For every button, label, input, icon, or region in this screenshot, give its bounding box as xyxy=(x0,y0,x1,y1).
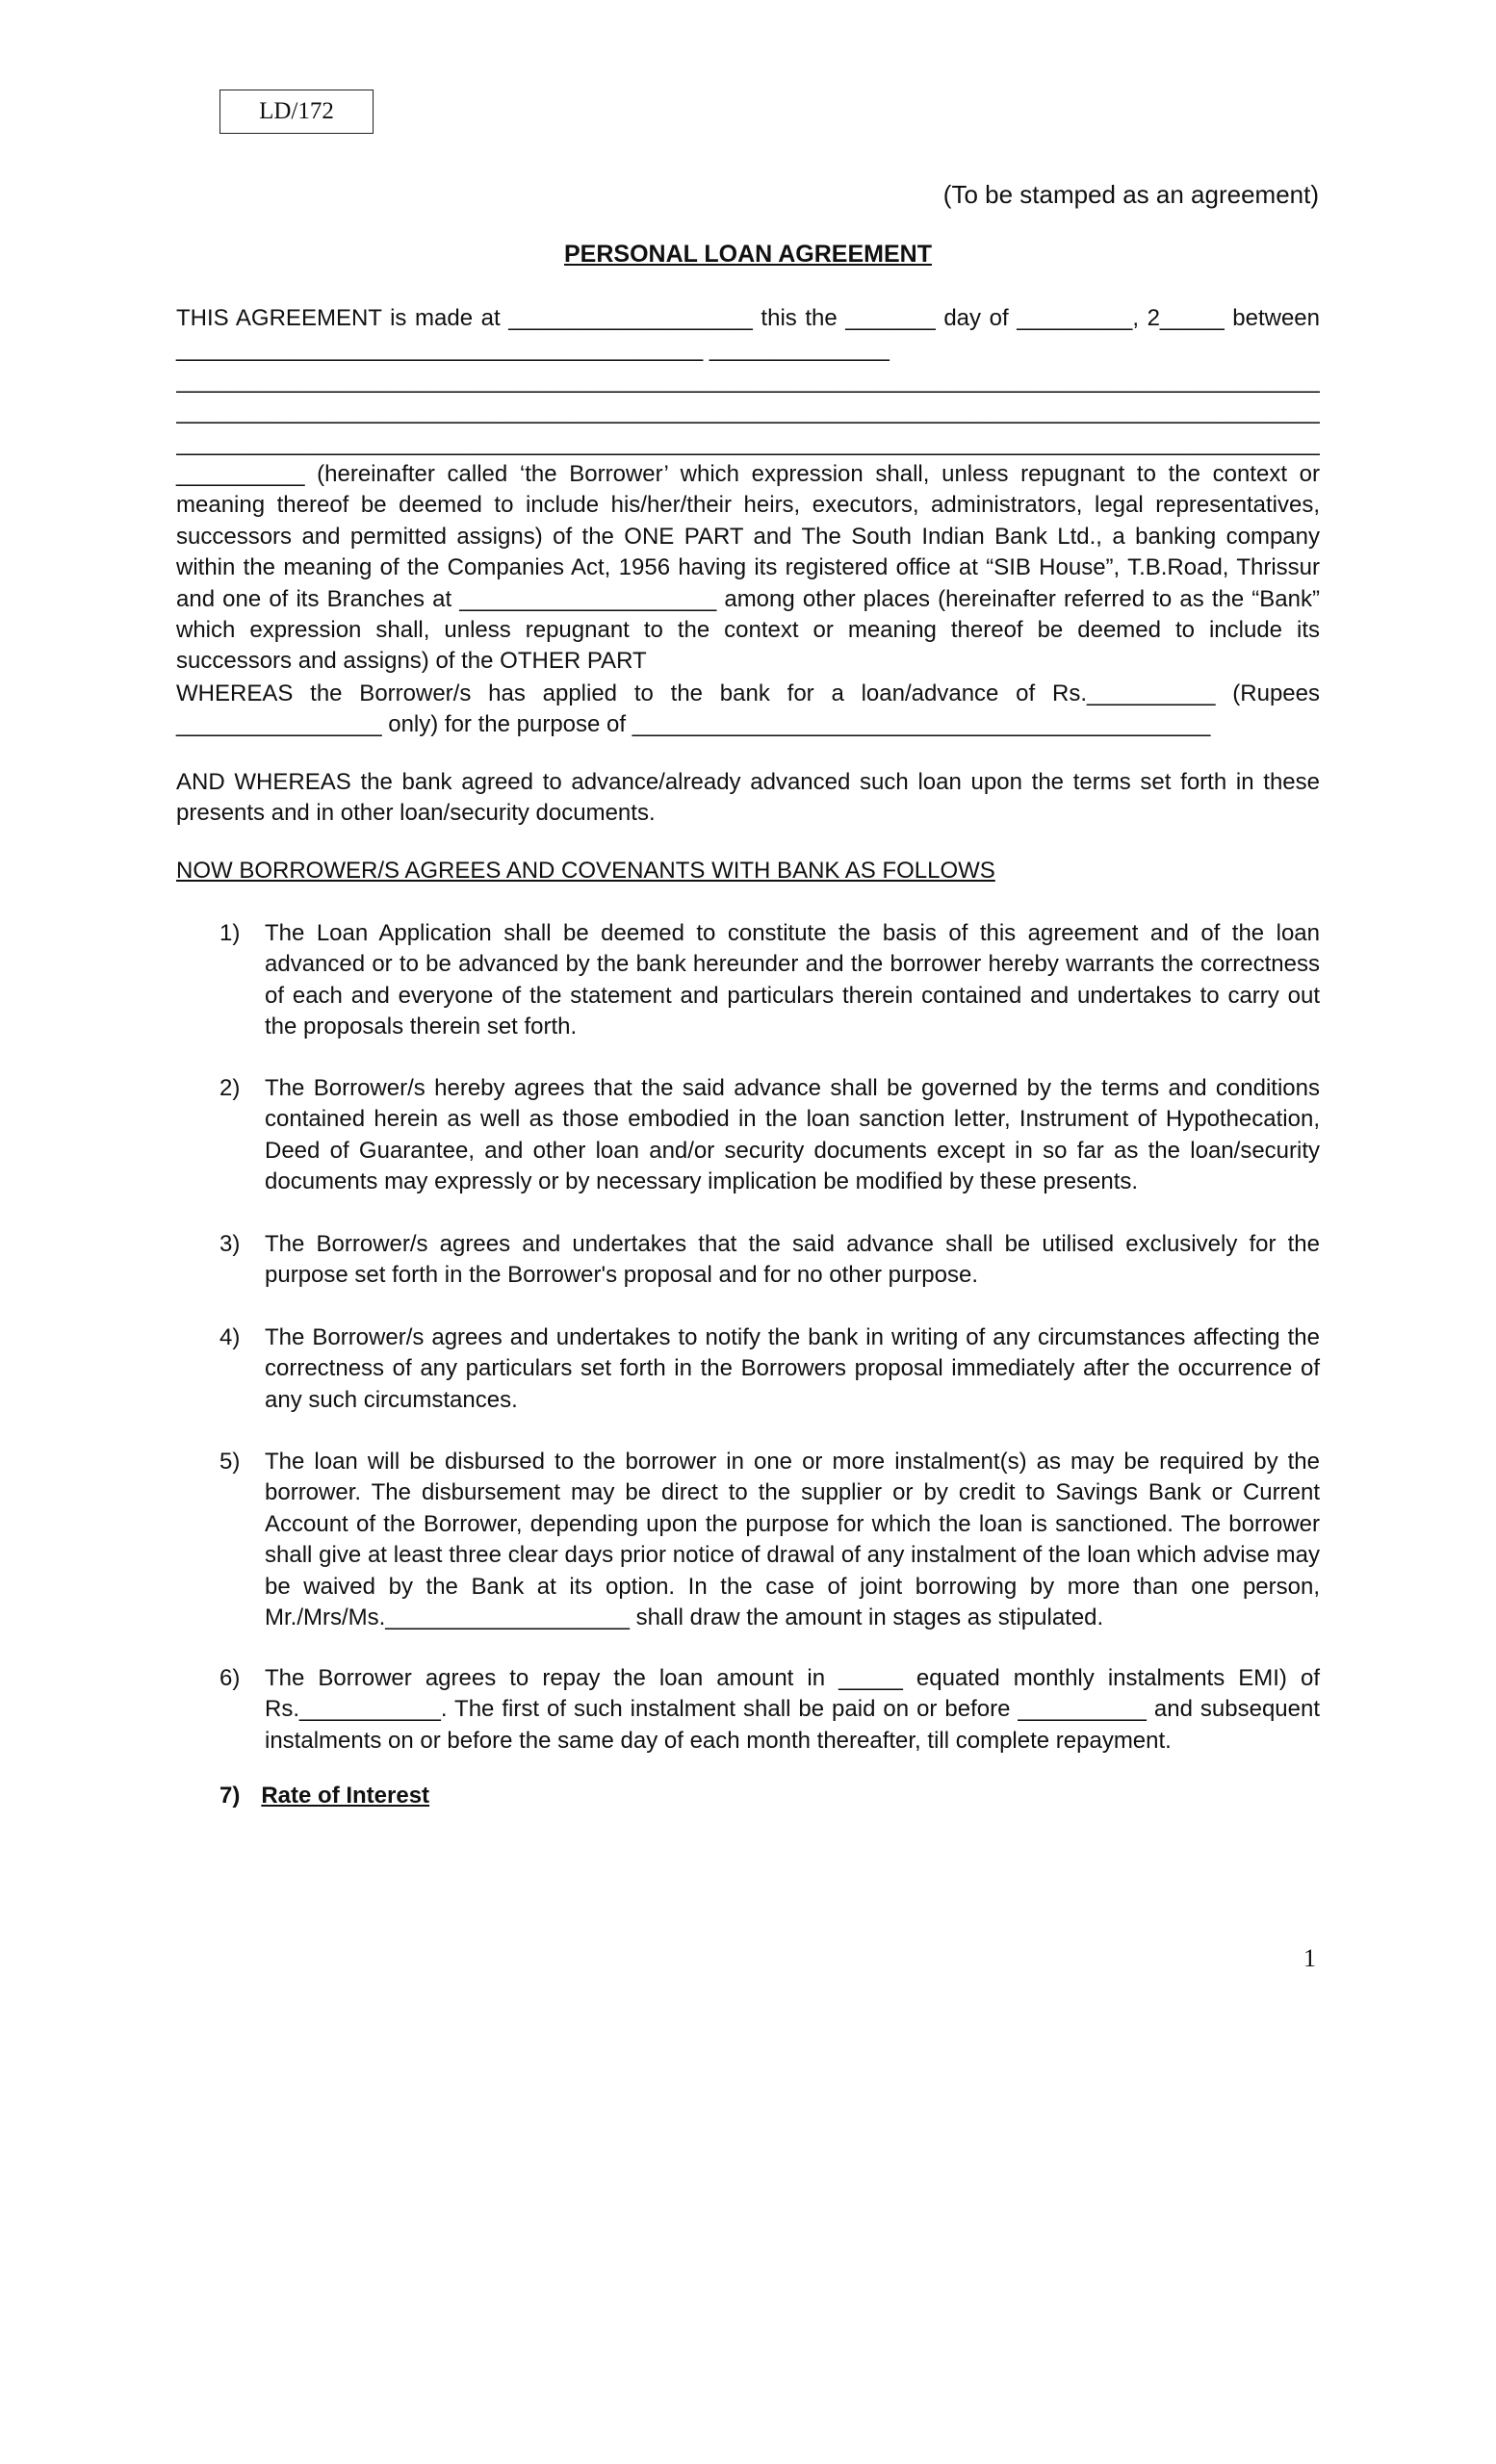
clause-text: The loan will be disbursed to the borrower in one or more instalment(s) as may be required by the borrower. The disbursement may be direct to the supplier or by credit to Savings Bank or Current Account of the Borrower, depending upon the purpose for which the loan is sanctioned. The borrower shall give at least three clear days prior notice of drawal of any instalment of the loan which advise may be waived by the Bank at its option. In the case of joint borrowing by more than one person, Mr./Mrs/Ms.___________________ shall draw the amount in stages as stipulated. xyxy=(265,1449,1320,1631)
reference-code-box: LD/172 xyxy=(219,90,374,134)
intro-line-1: THIS AGREEMENT is made at ___________________ this the _______ day of _________, 2_____ between xyxy=(176,305,1320,331)
clause-number: 4) xyxy=(219,1324,241,1350)
whereas-line-1: WHEREAS the Borrower/s has applied to the bank for a loan/advance of Rs.__________ (Rupees xyxy=(176,680,1320,706)
clause-2 xyxy=(219,1073,1320,1198)
intro-line-4: _________________________________________________________________________________________ xyxy=(176,398,1320,425)
parties-paragraph: __________ (hereinafter called ‘the Borrower’ which expression shall, unless repugnant to the context or meaning thereof be deemed to include his/her/their heirs, executors, administrators, legal representatives, successors and permitted assigns) of the ONE PART and The South Indian Bank Ltd., a banking company within the meaning of the Companies Act, 1956 having its registered office at “SIB House”, T.B.Road, Thrissur and one of its Branches at ____________________ among other places (hereinafter referred to as the “Bank” which expression shall, unless repugnant to the context or meaning thereof be deemed to include its successors and assigns) of the OTHER PART xyxy=(176,461,1320,675)
clause-text: The Borrower agrees to repay the loan amount in _____ equated monthly instalments EMI) of Rs.___________. The first of such instalment shall be paid on or before __________ and subsequent instalments on or before the same day of each month thereafter, till complete repayment. xyxy=(265,1665,1320,1754)
clause-text: The Borrower/s agrees and undertakes that the said advance shall be utilised exclusively for the purpose set forth in the Borrower's proposal and for no other purpose. xyxy=(265,1231,1320,1289)
whereas-line-2: ________________ only) for the purpose of _____________________________________________ xyxy=(176,711,1211,738)
covenants-heading: NOW BORROWER/S AGREES AND COVENANTS WITH BANK AS FOLLOWS xyxy=(176,858,995,884)
clause-number: 6) xyxy=(219,1665,241,1691)
rate-of-interest-heading xyxy=(219,1783,429,1810)
clause-text: The Borrower/s agrees and undertakes to notify the bank in writing of any circumstances affecting the correctness of any particulars set forth in the Borrowers proposal immediately after the occurrence of any such circumstances. xyxy=(265,1324,1320,1413)
clause-number: 7) xyxy=(219,1783,241,1809)
clause-1 xyxy=(219,918,1320,1043)
page-number: 1 xyxy=(1303,1944,1316,1972)
agreement-intro xyxy=(176,303,1320,678)
clause-6 xyxy=(219,1663,1320,1757)
whereas-clause xyxy=(176,679,1320,741)
clause-text: The Loan Application shall be deemed to constitute the basis of this agreement and of the loan advanced or to be advanced by the bank hereunder and the borrower hereby warrants the correctness of each and everyone of the statement and particulars therein contained and undertakes to carry out the proposals therein set forth. xyxy=(265,920,1320,1040)
intro-line-3: _________________________________________________________________________________________ xyxy=(176,367,1320,394)
clause-number: 5) xyxy=(219,1449,241,1475)
intro-line-2: _________________________________________ ______________ xyxy=(176,336,890,363)
clause-number: 3) xyxy=(219,1231,241,1257)
clause-4 xyxy=(219,1322,1320,1416)
clause-5 xyxy=(219,1447,1320,1633)
stamp-note: (To be stamped as an agreement) xyxy=(942,180,1319,209)
clause-text: The Borrower/s hereby agrees that the said advance shall be governed by the terms and conditions contained herein as well as those embodied in the loan sanction letter, Instrument of Hypothecation, Deed of Guarantee, and other loan and/or security documents except in so far as the loan/security documents may expressly or by necessary implication be modified by these presents. xyxy=(265,1075,1320,1195)
clause-3 xyxy=(219,1229,1320,1292)
document-title: PERSONAL LOAN AGREEMENT xyxy=(564,241,932,268)
clause-number: 2) xyxy=(219,1075,241,1101)
and-whereas-paragraph: AND WHEREAS the bank agreed to advance/already advanced such loan upon the terms set forth in these presents and in other loan/security documents. xyxy=(176,769,1320,827)
rate-of-interest-label: Rate of Interest xyxy=(261,1783,430,1809)
intro-line-5: _________________________________________________________________________________________ xyxy=(176,429,1320,456)
clause-number: 1) xyxy=(219,920,241,946)
